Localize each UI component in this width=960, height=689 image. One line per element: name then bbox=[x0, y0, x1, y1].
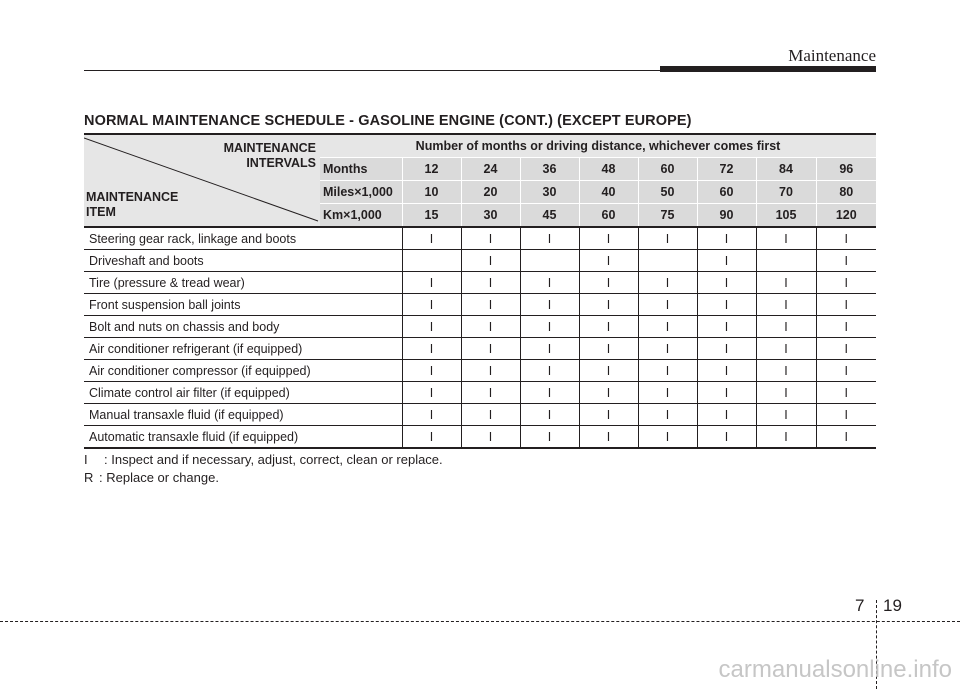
interval-cell: I bbox=[520, 316, 579, 338]
maintenance-item: Air conditioner compressor (if equipped) bbox=[84, 360, 402, 382]
interval-cell: I bbox=[816, 338, 876, 360]
intervals-label bbox=[224, 141, 316, 171]
interval-cell: I bbox=[402, 404, 461, 426]
interval-cell: I bbox=[638, 426, 697, 449]
interval-cell: I bbox=[520, 404, 579, 426]
maintenance-item: Climate control air filter (if equipped) bbox=[84, 382, 402, 404]
maintenance-item: Tire (pressure & tread wear) bbox=[84, 272, 402, 294]
header-cell: 45 bbox=[520, 204, 579, 228]
interval-cell: I bbox=[461, 294, 520, 316]
header-cell: 60 bbox=[579, 204, 638, 228]
header-cell: 120 bbox=[816, 204, 876, 228]
interval-cell: I bbox=[638, 294, 697, 316]
legend-key: I bbox=[84, 452, 88, 467]
intervals-label-line1: MAINTENANCE bbox=[223, 141, 316, 155]
header-cell: 48 bbox=[579, 158, 638, 181]
interval-cell: I bbox=[579, 316, 638, 338]
interval-cell: I bbox=[697, 360, 756, 382]
table-row bbox=[84, 250, 876, 272]
header-cell: 90 bbox=[697, 204, 756, 228]
header-rule bbox=[84, 70, 660, 71]
interval-cell: I bbox=[697, 294, 756, 316]
header-cell: 60 bbox=[638, 158, 697, 181]
interval-cell: I bbox=[756, 294, 816, 316]
header-cell: 72 bbox=[697, 158, 756, 181]
header-cell: 12 bbox=[402, 158, 461, 181]
interval-cell: I bbox=[697, 338, 756, 360]
chapter-number: 7 bbox=[855, 596, 865, 615]
legend bbox=[84, 451, 443, 487]
interval-cell: I bbox=[638, 316, 697, 338]
interval-cell: I bbox=[461, 426, 520, 449]
interval-cell: I bbox=[697, 426, 756, 449]
legend-text: : Inspect and if necessary, adjust, correct, clean or replace. bbox=[104, 452, 443, 467]
section-title: Maintenance bbox=[788, 46, 876, 65]
legend-key: R bbox=[84, 470, 94, 485]
interval-cell: I bbox=[402, 382, 461, 404]
watermark: carmanualsonline.info bbox=[718, 656, 952, 683]
interval-cell: I bbox=[816, 382, 876, 404]
corner-header-cell bbox=[84, 134, 320, 227]
header-label: Km×1,000 bbox=[320, 204, 402, 228]
interval-cell: I bbox=[697, 227, 756, 250]
interval-cell: I bbox=[461, 250, 520, 272]
interval-cell: I bbox=[461, 382, 520, 404]
interval-cell: I bbox=[816, 250, 876, 272]
interval-cell: I bbox=[461, 227, 520, 250]
interval-cell: I bbox=[579, 382, 638, 404]
intervals-label-line2: INTERVALS bbox=[246, 156, 316, 170]
maintenance-item: Manual transaxle fluid (if equipped) bbox=[84, 404, 402, 426]
maintenance-item: Bolt and nuts on chassis and body bbox=[84, 316, 402, 338]
interval-cell bbox=[520, 250, 579, 272]
table-row bbox=[84, 227, 876, 250]
header-cell: 36 bbox=[520, 158, 579, 181]
header-cell: 70 bbox=[756, 181, 816, 204]
interval-cell: I bbox=[697, 404, 756, 426]
interval-cell: I bbox=[816, 316, 876, 338]
header-cell: 105 bbox=[756, 204, 816, 228]
interval-cell: I bbox=[816, 227, 876, 250]
maintenance-item: Driveshaft and boots bbox=[84, 250, 402, 272]
interval-cell: I bbox=[697, 272, 756, 294]
interval-cell: I bbox=[756, 316, 816, 338]
interval-cell: I bbox=[461, 272, 520, 294]
header-cell: 24 bbox=[461, 158, 520, 181]
header-label: Miles×1,000 bbox=[320, 181, 402, 204]
schedule-title: NORMAL MAINTENANCE SCHEDULE - GASOLINE ENGINE (CONT.) (EXCEPT EUROPE) bbox=[84, 113, 692, 129]
header-rule-thick bbox=[660, 66, 876, 72]
interval-cell: I bbox=[579, 250, 638, 272]
interval-cell: I bbox=[816, 360, 876, 382]
interval-cell: I bbox=[756, 426, 816, 449]
maintenance-item: Front suspension ball joints bbox=[84, 294, 402, 316]
table-row bbox=[84, 426, 876, 449]
table-row bbox=[84, 338, 876, 360]
interval-cell: I bbox=[520, 426, 579, 449]
maintenance-item: Air conditioner refrigerant (if equipped) bbox=[84, 338, 402, 360]
table-row bbox=[84, 360, 876, 382]
header-cell: 75 bbox=[638, 204, 697, 228]
interval-cell: I bbox=[461, 404, 520, 426]
interval-cell: I bbox=[402, 360, 461, 382]
header-cell: 80 bbox=[816, 181, 876, 204]
interval-cell: I bbox=[697, 250, 756, 272]
interval-cell bbox=[756, 250, 816, 272]
maintenance-item: Automatic transaxle fluid (if equipped) bbox=[84, 426, 402, 449]
maintenance-item: Steering gear rack, linkage and boots bbox=[84, 227, 402, 250]
interval-cell: I bbox=[579, 272, 638, 294]
header-label: Months bbox=[320, 158, 402, 181]
table-row bbox=[84, 382, 876, 404]
legend-text: : Replace or change. bbox=[99, 470, 219, 485]
header-cell: 30 bbox=[520, 181, 579, 204]
interval-cell: I bbox=[816, 426, 876, 449]
span-header: Number of months or driving distance, whichever comes first bbox=[320, 134, 876, 158]
header-cell: 60 bbox=[697, 181, 756, 204]
header-cell: 96 bbox=[816, 158, 876, 181]
interval-cell: I bbox=[520, 382, 579, 404]
interval-cell: I bbox=[756, 382, 816, 404]
table-row bbox=[84, 294, 876, 316]
maintenance-schedule-table bbox=[84, 133, 876, 449]
header-cell: 50 bbox=[638, 181, 697, 204]
interval-cell: I bbox=[816, 294, 876, 316]
interval-cell: I bbox=[638, 227, 697, 250]
page-number: 19 bbox=[883, 596, 902, 615]
interval-cell: I bbox=[816, 404, 876, 426]
interval-cell: I bbox=[638, 272, 697, 294]
interval-cell: I bbox=[697, 382, 756, 404]
header-cell: 40 bbox=[579, 181, 638, 204]
interval-cell: I bbox=[756, 404, 816, 426]
interval-cell: I bbox=[461, 316, 520, 338]
interval-cell: I bbox=[638, 382, 697, 404]
interval-cell: I bbox=[402, 316, 461, 338]
interval-cell: I bbox=[697, 316, 756, 338]
interval-cell: I bbox=[402, 426, 461, 449]
interval-cell bbox=[638, 250, 697, 272]
schedule-body bbox=[84, 227, 876, 448]
interval-cell: I bbox=[402, 338, 461, 360]
interval-cell: I bbox=[520, 227, 579, 250]
interval-cell: I bbox=[461, 360, 520, 382]
interval-cell: I bbox=[402, 272, 461, 294]
interval-cell: I bbox=[579, 338, 638, 360]
table-row bbox=[84, 316, 876, 338]
item-label-line1: MAINTENANCE bbox=[86, 190, 179, 204]
header-cell: 20 bbox=[461, 181, 520, 204]
table-row bbox=[84, 404, 876, 426]
interval-cell: I bbox=[756, 360, 816, 382]
interval-cell: I bbox=[461, 338, 520, 360]
legend-replace bbox=[84, 469, 443, 487]
interval-cell bbox=[402, 250, 461, 272]
interval-cell: I bbox=[756, 338, 816, 360]
header-cell: 15 bbox=[402, 204, 461, 228]
table-row bbox=[84, 272, 876, 294]
interval-cell: I bbox=[579, 294, 638, 316]
interval-cell: I bbox=[638, 360, 697, 382]
interval-cell: I bbox=[579, 404, 638, 426]
interval-cell: I bbox=[638, 404, 697, 426]
header-cell: 84 bbox=[756, 158, 816, 181]
interval-cell: I bbox=[520, 338, 579, 360]
header-cell: 10 bbox=[402, 181, 461, 204]
interval-cell: I bbox=[756, 272, 816, 294]
header-cell: 30 bbox=[461, 204, 520, 228]
legend-inspect bbox=[84, 451, 443, 469]
interval-cell: I bbox=[520, 294, 579, 316]
item-label bbox=[86, 190, 178, 220]
item-label-line2: ITEM bbox=[86, 205, 116, 219]
footer-dashed-rule bbox=[0, 621, 960, 622]
interval-cell: I bbox=[756, 227, 816, 250]
interval-cell: I bbox=[579, 360, 638, 382]
interval-cell: I bbox=[520, 272, 579, 294]
interval-cell: I bbox=[579, 227, 638, 250]
interval-cell: I bbox=[816, 272, 876, 294]
interval-cell: I bbox=[402, 227, 461, 250]
interval-cell: I bbox=[638, 338, 697, 360]
interval-cell: I bbox=[402, 294, 461, 316]
interval-cell: I bbox=[579, 426, 638, 449]
interval-cell: I bbox=[520, 360, 579, 382]
